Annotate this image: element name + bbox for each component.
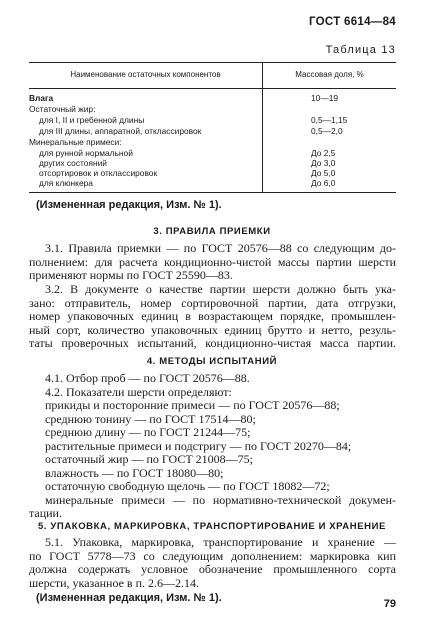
row-name: для III длины, аппаратной, отклассировок <box>39 126 202 136</box>
text-line: должна содержать условное обозначение промышленного сорта <box>29 562 396 576</box>
paragraph-5-1 <box>29 536 396 590</box>
table-bottom-rule <box>29 192 396 193</box>
text-line: номер упаковочных единиц в возрастающем порядке, промышлен- <box>29 309 396 323</box>
section-3-title: 3. ПРАВИЛА ПРИЕМКИ <box>153 226 271 237</box>
text-line: среднюю длину — по ГОСТ 21244—75; <box>45 425 251 439</box>
table-row <box>29 104 396 115</box>
table-row <box>29 93 396 104</box>
text-line: 5.1. Упаковка, маркировка, транспортирование и хранение — <box>45 535 396 549</box>
table-row <box>29 178 396 189</box>
text-line: остаточный жир — по ГОСТ 21008—75; <box>45 452 254 466</box>
text-line: 4.1. Отбор проб — по ГОСТ 20576—88. <box>45 371 250 385</box>
row-value: 0,5—2,0 <box>311 126 343 136</box>
text-line: растительные примеси и подстригу — по ГОСТ 20270—84; <box>45 438 352 453</box>
text-line: остаточную свободную щелочь — по ГОСТ 18082—72; <box>45 479 330 493</box>
row-name: Остаточный жир: <box>29 104 96 114</box>
text-line: минеральные примеси — по нормативно-технической докумен- <box>45 492 396 507</box>
row-name: для I, II и гребенной длины <box>39 115 145 125</box>
standard-header: ГОСТ 6614—84 <box>308 16 396 28</box>
table-row <box>29 115 396 126</box>
table-top-rule <box>29 62 396 63</box>
row-name: для клюнкера <box>39 178 93 188</box>
text-line: ный сорт, количество упаковочных единиц брутто и нетто, резуль- <box>29 322 396 337</box>
row-value: До 3,0 <box>311 158 336 168</box>
page-number: 79 <box>383 598 396 610</box>
text-line: 4.2. Показатели шерсти определяют: <box>45 384 232 399</box>
text-line: тации. <box>29 506 62 520</box>
text-line: применяют нормы по ГОСТ 25590—83. <box>29 268 233 282</box>
column-header-component: Наименование остаточных компонентов <box>70 70 221 79</box>
row-value: До 2,5 <box>311 148 336 158</box>
row-value: 10—19 <box>311 93 339 103</box>
table-row <box>29 137 396 148</box>
table-row <box>29 126 396 137</box>
row-name: для рунной нормальной <box>39 148 133 158</box>
column-header-fraction: Массовая доля, % <box>295 70 364 79</box>
paragraph-3-1 <box>29 242 396 283</box>
amendment-note: (Измененная редакция, Изм. № 1). <box>36 199 222 211</box>
text-line: по ГОСТ 5778—73 со следующим дополнением: маркировка кип <box>29 548 396 563</box>
text-line: шерсти, указанное в п. 2.6—2.14. <box>29 575 200 590</box>
row-value: До 5,0 <box>311 168 336 178</box>
section-4-title: 4. МЕТОДЫ ИСПЫТАНИЙ <box>146 356 278 367</box>
text-line: полнением: для расчета кондиционно-чистой массы партии шерсти <box>29 254 396 269</box>
table-label: Таблица 13 <box>325 44 396 56</box>
row-name: Влага <box>29 93 54 103</box>
text-line: среднюю тонину — по ГОСТ 17514—80; <box>45 411 256 426</box>
paragraph-3-2 <box>29 283 396 351</box>
residual-components-table <box>29 62 396 192</box>
text-line: 3.2. В документе о качестве партии шерсти должно быть ука- <box>45 282 396 296</box>
text-line: 3.1. Правила приемки — по ГОСТ 20576—88 со следующим до- <box>45 241 396 255</box>
amendment-note: (Измененная редакция, Изм. № 1). <box>36 592 222 604</box>
section-5-title: 5. УПАКОВКА, МАРКИРОВКА, ТРАНСПОРТИРОВАНИЕ И ХРАНЕНИЕ <box>38 521 386 532</box>
row-name: других состояний <box>39 158 107 168</box>
row-value: 0,5—1,15 <box>311 115 348 125</box>
table-header-rule <box>29 88 396 89</box>
row-name: отсортировок и отклассировок <box>39 168 158 178</box>
text-line: прикиды и посторонние примеси — по ГОСТ 20576—88; <box>45 398 340 412</box>
text-line: влажность — по ГОСТ 18080—80; <box>45 465 224 480</box>
row-name: Минеральные примеси: <box>29 137 122 147</box>
text-line: таты проверочных испытаний, кондиционно-чистая масса партии. <box>29 336 396 350</box>
text-line: зано: отправитель, номер сортировочной партии, дата отгрузки, <box>29 295 396 310</box>
row-value: До 6,0 <box>311 178 336 188</box>
section-4-body <box>29 372 396 521</box>
